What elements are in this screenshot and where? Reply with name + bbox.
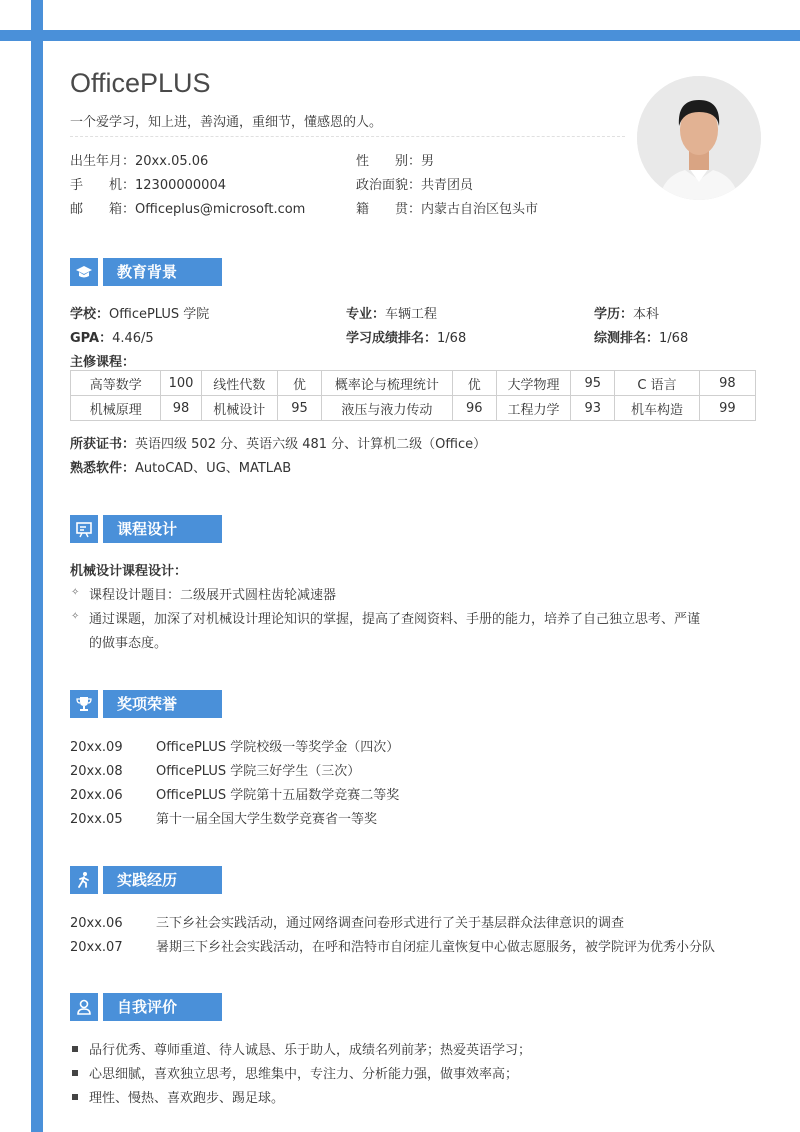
diamond-bullet-icon: ✧: [71, 587, 80, 598]
graduation-cap-icon: [70, 258, 98, 286]
table-row: [71, 396, 756, 421]
table-row: [71, 371, 756, 396]
course-name: 高等数学: [71, 371, 161, 396]
info-political: 政治面貌：共青团员: [356, 178, 474, 193]
info-birth: 出生年月：20xx.05.06: [70, 154, 209, 169]
award-item: 20xx.09 OfficePLUS 学院校级一等奖学金（四次）: [70, 740, 400, 755]
profile-photo: [637, 76, 761, 200]
course-name: C 语言: [615, 371, 699, 396]
course-score: 93: [571, 396, 615, 421]
square-bullet-icon: [72, 1046, 78, 1052]
award-item: 20xx.08 OfficePLUS 学院三好学生（三次）: [70, 764, 361, 779]
self-eval-item: 理性、慢热、喜欢跑步、踢足球。: [89, 1091, 285, 1106]
course-design-topic: 课程设计题目：二级展开式圆柱齿轮减速器: [89, 588, 337, 603]
education-header: [70, 258, 222, 286]
degree: 学历：本科: [594, 307, 660, 322]
course-name: 机械原理: [71, 396, 161, 421]
course-design-title: 课程设计: [103, 515, 222, 543]
certificates: 所获证书：英语四级 502 分、英语六级 481 分、计算机二级（Office）: [70, 437, 487, 452]
education-title: 教育背景: [103, 258, 222, 286]
software: 熟悉软件：AutoCAD、UG、MATLAB: [70, 461, 292, 476]
course-name: 大学物理: [496, 371, 570, 396]
course-score: 96: [452, 396, 496, 421]
self-eval-item: 心思细腻，喜欢独立思考，思维集中，专注力、分析能力强，做事效率高；: [89, 1067, 519, 1082]
course-score: 99: [699, 396, 755, 421]
divider: [70, 136, 625, 137]
practice-title: 实践经历: [103, 866, 222, 894]
course-score: 98: [161, 396, 201, 421]
course-name: 机车构造: [615, 396, 699, 421]
self-eval-item: 品行优秀、尊师重道、待人诚恳、乐于助人，成绩名列前茅；热爱英语学习；: [89, 1043, 532, 1058]
course-name: 工程力学: [496, 396, 570, 421]
person-icon: [70, 993, 98, 1021]
courses-table: [70, 370, 756, 421]
top-accent-bar: [0, 30, 800, 41]
square-bullet-icon: [72, 1094, 78, 1100]
course-name: 线性代数: [201, 371, 277, 396]
course-design-desc-line1: 通过课题，加深了对机械设计理论知识的掌握，提高了查阅资料、手册的能力，培养了自己独立思考、严谨: [89, 612, 701, 627]
course-name: 液压与液力传动: [322, 396, 453, 421]
gpa: GPA：4.46/5: [70, 331, 154, 346]
chalkboard-icon: [70, 515, 98, 543]
course-score: 98: [699, 371, 755, 396]
course-design-header: [70, 515, 222, 543]
course-score: 100: [161, 371, 201, 396]
self-eval-header: [70, 993, 222, 1021]
course-design-desc-line2: 的做事态度。: [89, 636, 168, 651]
courses-label: 主修课程：: [70, 355, 136, 370]
course-name: 概率论与梳理统计: [322, 371, 453, 396]
award-item: 20xx.05 第十一届全国大学生数学竞赛省一等奖: [70, 812, 378, 827]
self-eval-title: 自我评价: [103, 993, 222, 1021]
practice-item: 20xx.07 暑期三下乡社会实践活动，在呼和浩特市自闭症儿童恢复中心做志愿服务，被学院评为优秀小分队: [70, 940, 716, 955]
practice-header: [70, 866, 222, 894]
course-name: 机械设计: [201, 396, 277, 421]
major: 专业：车辆工程: [346, 307, 438, 322]
trophy-icon: [70, 690, 98, 718]
overall-rank: 综测排名：1/68: [594, 331, 689, 346]
course-score: 优: [452, 371, 496, 396]
info-email: 邮 箱：Officeplus@microsoft.com: [70, 202, 306, 217]
school: 学校：OfficePLUS 学院: [70, 307, 210, 322]
course-design-subtitle: 机械设计课程设计：: [70, 564, 188, 579]
award-item: 20xx.06 OfficePLUS 学院第十五届数学竞赛二等奖: [70, 788, 400, 803]
info-phone: 手 机：12300000004: [70, 178, 226, 193]
left-accent-bar: [31, 0, 43, 1132]
motto: 一个爱学习，知上进，善沟通，重细节，懂感恩的人。: [70, 115, 383, 130]
study-rank: 学习成绩排名：1/68: [346, 331, 467, 346]
running-person-icon: [70, 866, 98, 894]
course-score: 95: [277, 396, 321, 421]
candidate-name: OfficePLUS: [70, 68, 211, 98]
awards-title: 奖项荣誉: [103, 690, 222, 718]
info-gender: 性 别：男: [356, 154, 435, 169]
course-score: 95: [571, 371, 615, 396]
diamond-bullet-icon: ✧: [71, 611, 80, 622]
course-score: 优: [277, 371, 321, 396]
awards-header: [70, 690, 222, 718]
practice-item: 20xx.06 三下乡社会实践活动，通过网络调查问卷形式进行了关于基层群众法律意识的调查: [70, 916, 625, 931]
info-hometown: 籍 贯：内蒙古自治区包头市: [356, 202, 539, 217]
square-bullet-icon: [72, 1070, 78, 1076]
